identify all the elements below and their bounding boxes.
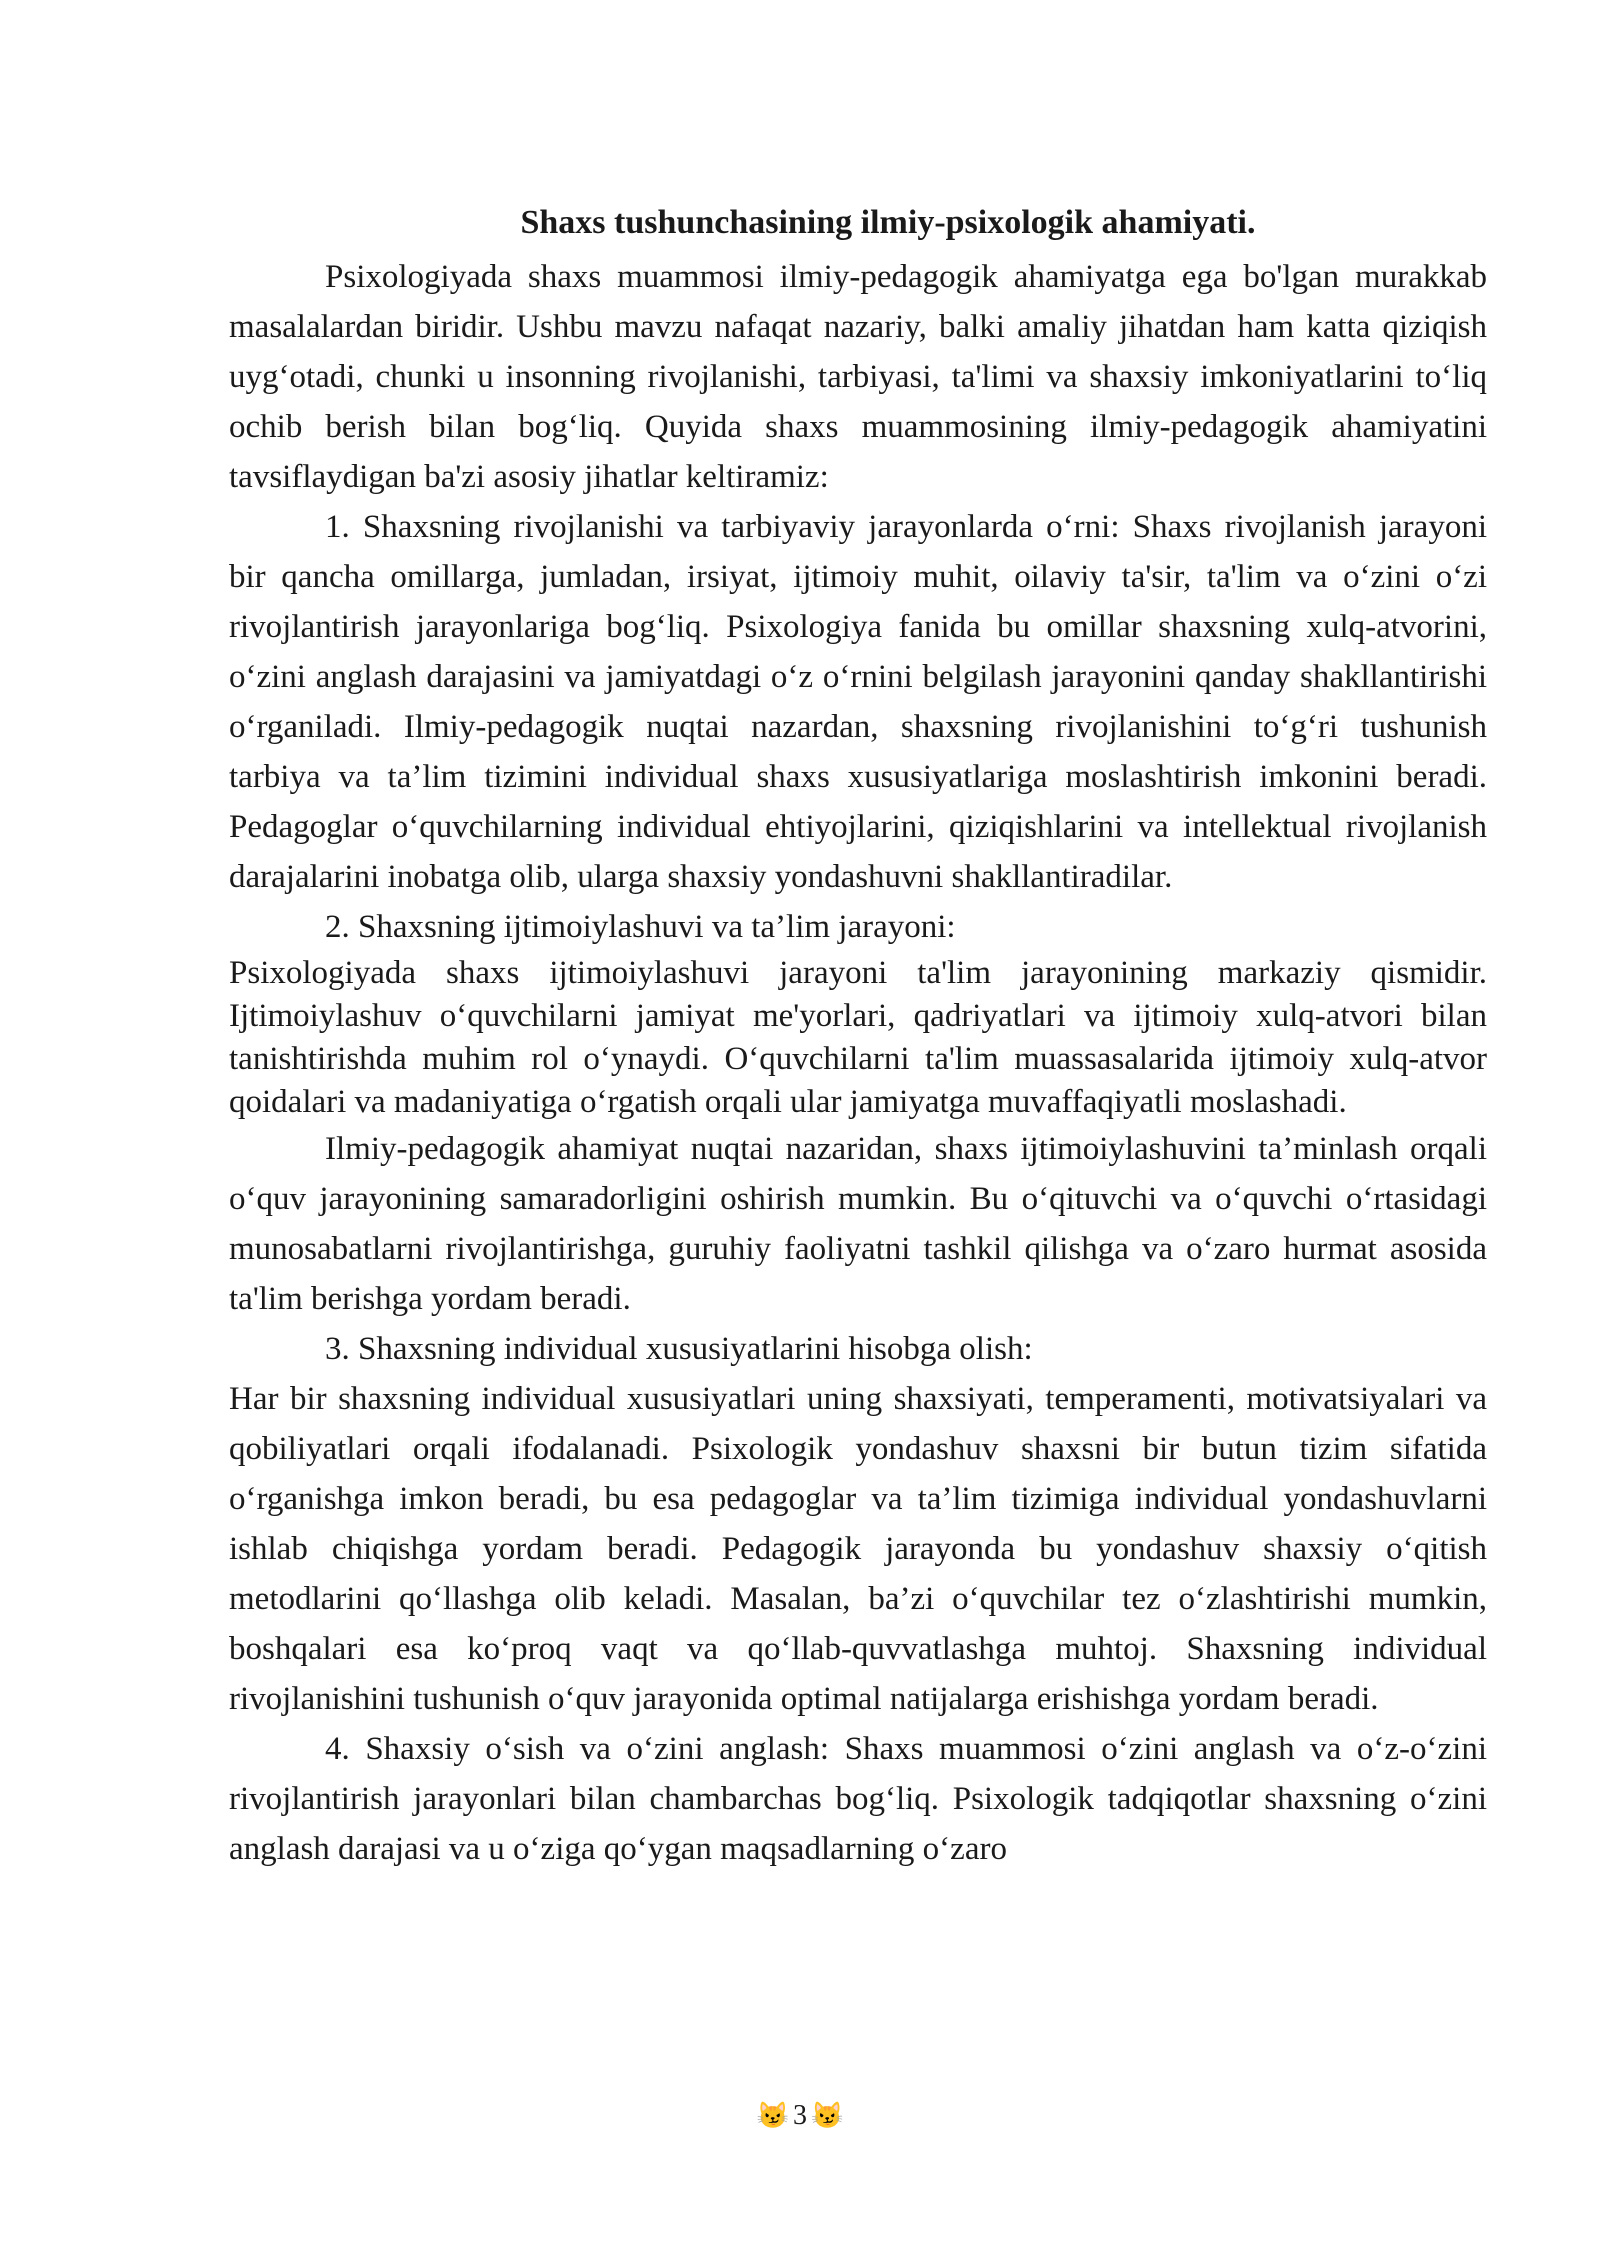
- paragraph-intro: Psixologiyada shaxs muammosi ilmiy-pedagogik ahamiyatga ega bo'lgan murakkab masalalardan biridir. Ushbu mavzu nafaqat nazariy, balki amaliy jihatdan ham katta qiziqish uygʻotadi, chunki u insonning rivojlanishi, tarbiyasi, ta'limi va shaxsiy imkoniyatlarini toʻliq ochib berish bilan bogʻliq. Quyida shaxs muammosining ilmiy-pedagogik ahamiyatini tavsiflaydigan ba'zi asosiy jihatlar keltiramiz:: [229, 259, 1487, 495]
- paragraph-section-3-body: Har bir shaxsning individual xususiyatlari uning shaxsiyati, temperamenti, motivatsiyalari va qobiliyatlari orqali ifodalanadi. Psixologik yondashuv shaxsni bir butun tizim sifatida oʻrganishga imkon beradi, bu esa pedagoglar va ta’lim tizimiga individual yondashuvlarni ishlab chiqishga yordam beradi. Pedagogik jarayonda bu yondashuv shaxsiy oʻqitish metodlarini qoʻllashga olib keladi. Masalan, ba’zi oʻquvchilar tez oʻzlashtirishi mumkin, boshqalari esa koʻproq vaqt va qoʻllab-quvvatlashga muhtoj. Shaxsning individual rivojlanishini tushunish oʻquv jarayonida optimal natijalarga erishishga yordam beradi.: [229, 1381, 1487, 1717]
- cat-face-icon: 😼: [756, 2100, 789, 2130]
- document-page: [229, 200, 1487, 1874]
- cat-face-icon: 😼: [811, 2100, 844, 2130]
- paragraph-section-4: 4. Shaxsiy oʻsish va oʻzini anglash: Shaxs muammosi oʻzini anglash va oʻz-oʻzini rivojlantirish jarayonlari bilan chambarchas bogʻliq. Psixologik tadqiqotlar shaxsning oʻzini anglash darajasi va u oʻziga qoʻygan maqsadlarning oʻzaro: [229, 1731, 1487, 1867]
- page-footer: [0, 2096, 1600, 2134]
- paragraph-section-1: 1. Shaxsning rivojlanishi va tarbiyaviy jarayonlarda oʻrni: Shaxs rivojlanish jarayoni bir qancha omillarga, jumladan, irsiyat, ijtimoiy muhit, oilaviy ta'sir, ta'lim va oʻzini oʻzi rivojlantirish jarayonlariga bogʻliq. Psixologiya fanida bu omillar shaxsning xulq-atvorini, oʻzini anglash darajasini va jamiyatdagi oʻz oʻrnini belgilash jarayonini qanday shakllantirishi oʻrganiladi. Ilmiy-pedagogik nuqtai nazardan, shaxsning rivojlanishini toʻgʻri tushunish tarbiya va ta’lim tizimini individual shaxs xususiyatlariga moslashtirish imkonini beradi. Pedagoglar oʻquvchilarning individual ehtiyojlarini, qiziqishlarini va intellektual rivojlanish darajalarini inobatga olib, ularga shaxsiy yondashuvni shakllantiradilar.: [229, 509, 1487, 895]
- paragraph-section-2-significance: Ilmiy-pedagogik ahamiyat nuqtai nazaridan, shaxs ijtimoiylashuvini ta’minlash orqali oʻquv jarayonining samaradorligini oshirish mumkin. Bu oʻqituvchi va oʻquvchi oʻrtasidagi munosabatlarni rivojlantirishga, guruhiy faoliyatni tashkil qilishga va oʻzaro hurmat asosida ta'lim berishga yordam beradi.: [229, 1131, 1487, 1317]
- heading-section-2: 2. Shaxsning ijtimoiylashuvi va ta’lim jarayoni:: [325, 909, 956, 945]
- page-number: 3: [793, 2099, 807, 2131]
- paragraph-section-2-body: Psixologiyada shaxs ijtimoiylashuvi jarayoni ta'lim jarayonining markaziy qismidir. Ijtimoiylashuv oʻquvchilarni jamiyat me'yorlari, qadriyatlari va ijtimoiy xulq-atvori bilan tanishtirishda muhim rol oʻynaydi. Oʻquvchilarni ta'lim muassasalarida ijtimoiy xulq-atvor qoidalari va madaniyatiga oʻrgatish orqali ular jamiyatga muvaffaqiyatli moslashadi.: [229, 955, 1487, 1120]
- heading-section-3: 3. Shaxsning individual xususiyatlarini hisobga olish:: [325, 1331, 1033, 1367]
- page-title: Shaxs tushunchasining ilmiy-psixologik ahamiyati.: [520, 204, 1256, 241]
